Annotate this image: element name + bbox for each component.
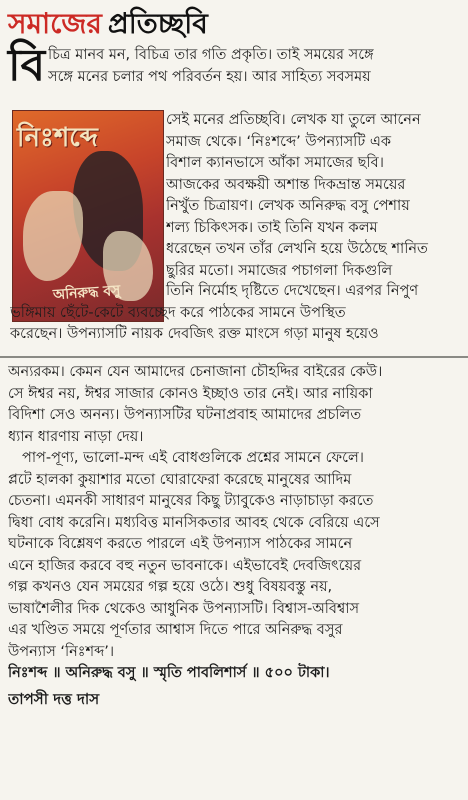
full-width-lines (10, 281, 462, 346)
text-line: শল্য চিকিৎসক। তাই তিনি যখন কলম (166, 219, 378, 236)
cover-figure-shape (23, 191, 83, 281)
text-line: করেছেন। উপন্যাসটি নায়ক দেবজিৎ রক্ত মাংসে গড়া মানুষ হয়েও (10, 326, 379, 342)
headline-part2: প্রতিচ্ছবি (107, 7, 208, 40)
drop-cap: বি (8, 40, 46, 91)
opening-lines (48, 45, 460, 88)
text-line: নিখুঁত চিত্রায়ণ। লেখক অনিরুদ্ধ বসু পেশায় (166, 198, 410, 214)
cover-title: নিঃশব্দে (17, 123, 98, 153)
text-line: সে ঈশ্বর নয়, ঈশ্বর সাজার কোনও ইচ্ছাও তার নেই। আর নায়িকা (8, 385, 373, 402)
text-line: ধরেছেন তখন তাঁর লেখনি হয়ে উঠেছে শানিত (166, 241, 428, 257)
text-line: বিশাল ক্যানভাসে আঁকা সমাজের ছবি। (166, 155, 384, 171)
headline (8, 4, 208, 44)
book-credit-line: নিঃশব্দ ॥ অনিরুদ্ধ বসু ॥ স্মৃতি পাবলিশার্স ॥ ৫০০ টাকা। (8, 665, 330, 681)
right-column-text (166, 110, 462, 282)
bottom-text (8, 362, 464, 710)
text-line: পাপ-পূণ্য, ভালো-মন্দ এই বোধগুলিকে প্রশ্নের সামনে ফেলে। (22, 450, 364, 466)
text-line: প্লটে হালকা কুয়াশার মতো ঘোরাফেরা করেছে মানুষের আদিম (8, 471, 352, 488)
text-line: সঙ্গে মনের চলার পথ পরিবর্তন হয়। আর সাহিত্য সবসময় (48, 68, 371, 85)
text-line: চিত্র মানব মন, বিচিত্র তার গতি প্রকৃতি। তাই সময়ের সঙ্গে (48, 47, 374, 63)
text-line: ঘটনাকে বিশ্লেষণ করতে পারলে এই উপন্যাস পাঠকের সামনে (8, 536, 353, 552)
text-line: ছুরির মতো। সমাজের পচাগলা দিকগুলি (166, 262, 393, 279)
text-line: এর খণ্ডিত সময়ে পূর্ণতার আশ্বাস দিতে পারে অনিরুদ্ধ বসুর (8, 622, 343, 638)
text-line: আজকের অবক্ষয়ী অশান্ত দিকভ্রান্ত সময়ের (166, 176, 406, 193)
text-line: তিনি নির্মোহ দৃষ্টিতে দেখেছেন। এরপর নিপুণ (166, 283, 419, 299)
text-line: গল্প কখনও যেন সময়ের গল্প হয়ে ওঠে। শুধু বিষয়বস্তু নয়, (8, 579, 333, 595)
text-line: এনে হাজির করবে বহু নতুন ভাবনাকে। এইভাবেই দেবজিৎয়ের (8, 557, 362, 574)
text-line: বিদিশা সেও অনন্য। উপন্যাসটির ঘটনাপ্রবাহ আমাদের প্রচলিত (8, 407, 362, 423)
column-divider (0, 356, 468, 358)
text-line: চেতনা। এমনকী সাধারণ মানুষের কিছু ট্যাবুকেও নাড়াচাড়া করতে (8, 493, 374, 509)
text-line: ভাষাশৈলীর দিক থেকেও আধুনিক উপন্যাসটি। বিশ্বাস-অবিশ্বাস (8, 600, 360, 617)
text-line: সমাজ থেকে। ‘নিঃশব্দে’ উপন্যাসটি এক (166, 133, 392, 150)
text-line: অন্যরকম। কেমন যেন আমাদের চেনাজানা চৌহদ্দির বাইরের কেউ। (8, 364, 383, 380)
headline-part1: সমাজের (8, 7, 102, 40)
text-line: ধ্যান ধারণায় নাড়া দেয়। (8, 428, 144, 445)
reviewer-name: তাপসী দত্ত দাস (8, 689, 100, 708)
text-line: উপন্যাস ‘নিঃশব্দ’। (8, 643, 115, 660)
text-line: ভঙ্গিমায় ছেঁটে-কেটে ব্যবচ্ছেদ করে পাঠকের সামনে উপস্থিত (10, 304, 346, 321)
cover-author: অনিরুদ্ধ বসু (52, 282, 121, 304)
text-line: সেই মনের প্রতিচ্ছবি। লেখক যা তুলে আনেন (166, 112, 421, 128)
text-line: দ্বিধা বোধ করেনি। মধ্যবিত্ত মানসিকতার আবহ থেকে বেরিয়ে এসে (8, 514, 380, 531)
